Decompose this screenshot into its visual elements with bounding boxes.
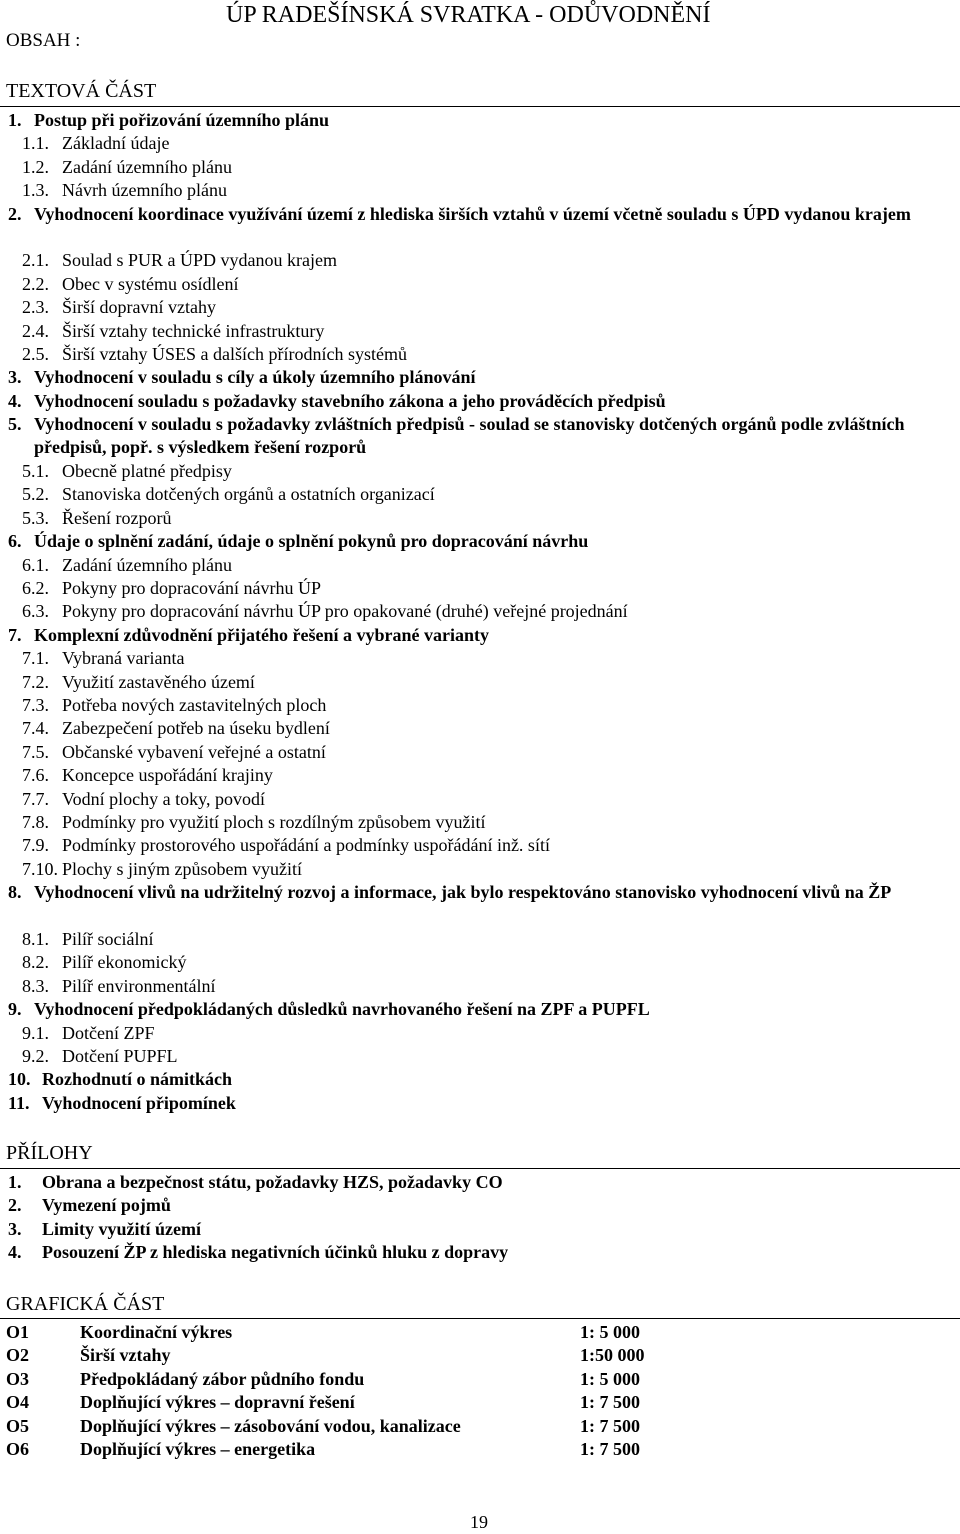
toc-item-text: Vybraná varianta: [62, 648, 185, 669]
toc-item-number: 7.2.: [22, 671, 49, 692]
toc-item-text: Komplexní zdůvodnění přijatého řešení a vybrané varianty: [34, 624, 490, 645]
toc-item-text: Koncepce uspořádání krajiny: [62, 765, 273, 786]
toc-item-number: 2.: [8, 203, 22, 224]
prilohy-rule: [0, 1168, 960, 1169]
graficka-code: O6: [6, 1439, 30, 1459]
toc-item-text: Pilíř sociální: [62, 929, 154, 949]
toc-item-text: Pilíř ekonomický: [62, 952, 187, 973]
toc-item-text: Pokyny pro dopracování návrhu ÚP: [62, 578, 321, 598]
toc-item-text: Údaje o splnění zadání, údaje o splnění pokynů pro dopracování návrhu: [34, 531, 589, 552]
toc-item-number: 5.2.: [22, 484, 49, 505]
graficka-scale: 1: 5 000: [580, 1322, 640, 1342]
toc-item-number: 8.: [8, 882, 22, 903]
toc-item-text: Podmínky prostorového uspořádání a podmínky uspořádání inž. sítí: [62, 835, 550, 856]
toc-item-number: 8.1.: [22, 929, 49, 949]
graficka-code: O2: [6, 1345, 30, 1366]
obsah-label: OBSAH :: [6, 30, 81, 51]
toc-item-number: 4.: [8, 390, 22, 411]
priloha-number: 3.: [8, 1218, 22, 1239]
toc-item-number: 7.8.: [22, 812, 49, 832]
page-number: 19: [470, 1512, 488, 1532]
toc-item-text: Stanoviska dotčených orgánů a ostatních organizací: [62, 484, 435, 505]
toc-item-number: 7.4.: [22, 718, 49, 739]
toc-item-text: Potřeba nových zastavitelných ploch: [62, 695, 327, 715]
toc-item-text: Zabezpečení potřeb na úseku bydlení: [62, 718, 330, 739]
toc-item-number: 9.: [8, 999, 22, 1020]
document-title: ÚP RADEŠÍNSKÁ SVRATKA - ODŮVODNĚNÍ: [226, 2, 711, 28]
toc-item-number: 7.6.: [22, 765, 49, 786]
graficka-name: Doplňující výkres – energetika: [80, 1439, 316, 1459]
graficka-name: Doplňující výkres – zásobování vodou, kanalizace: [80, 1415, 461, 1436]
toc-item-number: 11.: [8, 1092, 30, 1113]
toc-item-number: 7.1.: [22, 648, 49, 669]
graficka-item: [0, 1415, 960, 1438]
toc-item-text: Vyhodnocení v souladu s cíly a úkoly územního plánování: [34, 367, 476, 388]
graficka-item: [0, 1344, 960, 1367]
toc-item-text: Zadání územního plánu: [62, 156, 232, 177]
toc-item-text: Soulad s PUR a ÚPD vydanou krajem: [62, 250, 337, 271]
toc-item-text: Podmínky pro využití ploch s rozdílným způsobem využití: [62, 812, 486, 832]
toc-item-text: Rozhodnutí o námitkách: [42, 1069, 233, 1090]
toc-item-text: Návrh územního plánu: [62, 180, 227, 201]
graficka-code: O5: [6, 1415, 30, 1436]
toc-item-text: Základní údaje: [62, 133, 170, 154]
toc-item-number: 1.1.: [22, 133, 49, 154]
toc-item-number: 10.: [8, 1069, 31, 1090]
toc-item-number: 7.7.: [22, 788, 49, 809]
graficka-item: [0, 1368, 960, 1391]
toc-item-text: Vyhodnocení předpokládaných důsledků navrhovaného řešení na ZPF a PUPFL: [34, 999, 650, 1020]
toc-item-number: 6.3.: [22, 601, 49, 622]
toc-item-number: 7.3.: [22, 695, 49, 715]
toc-item-text: Zadání územního plánu: [62, 554, 232, 575]
toc-item-number: 2.1.: [22, 250, 49, 271]
toc-item-text: Vyhodnocení vlivů na udržitelný rozvoj a informace, jak bylo respektováno stanovisko vyhodnocení vlivů na ŽP: [34, 882, 892, 903]
toc-item-text: Dotčení PUPFL: [62, 1046, 178, 1066]
graficka-item: [0, 1391, 960, 1414]
priloha-number: 1.: [8, 1172, 22, 1192]
priloha-number: 2.: [8, 1195, 22, 1216]
toc-item-number: 5.: [8, 414, 22, 435]
toc-item-text: Dotčení ZPF: [62, 1022, 155, 1043]
graficka-rule: [0, 1318, 960, 1319]
textova-rule: [0, 106, 960, 107]
priloha-number: 4.: [8, 1242, 22, 1263]
graficka-scale: 1: 7 500: [580, 1415, 640, 1436]
toc-item-number: 7.10.: [22, 858, 58, 879]
toc-item-number: 5.3.: [22, 507, 49, 528]
graficka-item: [0, 1438, 960, 1461]
toc-item-text: Pokyny pro dopracování návrhu ÚP pro opakované (druhé) veřejné projednání: [62, 601, 628, 622]
toc-item-text: Vodní plochy a toky, povodí: [62, 788, 265, 809]
toc-item-number: 1.2.: [22, 156, 49, 177]
toc-item-number: 2.3.: [22, 297, 49, 318]
priloha-text: Obrana a bezpečnost státu, požadavky HZS, požadavky CO: [42, 1172, 503, 1192]
prilohy-heading: PŘÍLOHY: [6, 1142, 93, 1164]
graficka-name: Koordinační výkres: [80, 1322, 233, 1342]
toc-item-text: Širší vztahy technické infrastruktury: [62, 320, 325, 341]
toc-item-number: 2.4.: [22, 320, 49, 341]
toc-item-text: Využití zastavěného území: [62, 671, 255, 692]
toc-item-text: Širší vztahy ÚSES a dalších přírodních systémů: [62, 344, 407, 364]
priloha-text: Posouzení ŽP z hlediska negativních účinků hluku z dopravy: [42, 1242, 509, 1263]
toc-item-number: 7.5.: [22, 741, 49, 762]
priloha-text: Limity využití území: [42, 1218, 201, 1239]
toc-item-text: Vyhodnocení připomínek: [42, 1092, 236, 1113]
graficka-name: Předpokládaný zábor půdního fondu: [80, 1368, 365, 1389]
toc-item-text: Řešení rozporů: [62, 507, 172, 528]
toc-item-text: Vyhodnocení koordinace využívání území z hlediska širších vztahů v území včetně souladu s ÚPD vydanou krajem: [34, 203, 911, 224]
toc-item-number: 3.: [8, 367, 22, 388]
toc-item-number: 7.: [8, 624, 22, 645]
toc-item-text: Obecně platné předpisy: [62, 461, 232, 481]
toc-item-text: Pilíř environmentální: [62, 975, 216, 996]
toc-item-text: Širší dopravní vztahy: [62, 297, 216, 318]
toc-item-number: 9.2.: [22, 1046, 49, 1066]
graficka-item: [0, 1321, 960, 1344]
graficka-scale: 1: 7 500: [580, 1439, 640, 1459]
toc-item-text: Občanské vybavení veřejné a ostatní: [62, 741, 326, 762]
graficka-scale: 1: 5 000: [580, 1368, 640, 1389]
toc-item-text: Obec v systému osídlení: [62, 273, 239, 294]
toc-item-text: Vyhodnocení souladu s požadavky stavebního zákona a jeho prováděcích předpisů: [34, 390, 666, 411]
graficka-scale: 1: 7 500: [580, 1392, 640, 1413]
priloha-text: Vymezení pojmů: [42, 1195, 171, 1216]
toc-item-number: 8.3.: [22, 975, 49, 996]
graficka-name: Doplňující výkres – dopravní řešení: [80, 1392, 355, 1413]
toc-item-number: 9.1.: [22, 1022, 49, 1043]
toc-item-number: 2.5.: [22, 344, 49, 364]
graficka-heading: GRAFICKÁ ČÁST: [6, 1293, 165, 1315]
toc-item-number: 6.1.: [22, 554, 49, 575]
toc-item-number: 6.: [8, 531, 22, 552]
graficka-scale: 1:50 000: [580, 1345, 645, 1366]
graficka-code: O4: [6, 1392, 30, 1413]
graficka-code: O1: [6, 1322, 30, 1342]
graficka-name: Širší vztahy: [80, 1345, 171, 1366]
graficka-code: O3: [6, 1368, 30, 1389]
textova-heading: TEXTOVÁ ČÁST: [6, 80, 157, 102]
toc-item-number: 6.2.: [22, 578, 49, 598]
toc-item-number: 2.2.: [22, 273, 49, 294]
toc-item-text: Plochy s jiným způsobem využití: [62, 858, 302, 879]
toc-item-number: 1.: [8, 110, 22, 130]
toc-item-text: Postup při pořizování územního plánu: [34, 110, 330, 130]
toc-item-number: 1.3.: [22, 180, 49, 201]
toc-item-number: 7.9.: [22, 835, 49, 856]
toc-item-number: 5.1.: [22, 461, 49, 481]
toc-item-text: Vyhodnocení v souladu s požadavky zvláštních předpisů - soulad se stanovisky dotčených orgánů podle zvláštních předpisů, popř. s výsledkem řešení rozporů: [34, 414, 905, 458]
toc-item-number: 8.2.: [22, 952, 49, 973]
